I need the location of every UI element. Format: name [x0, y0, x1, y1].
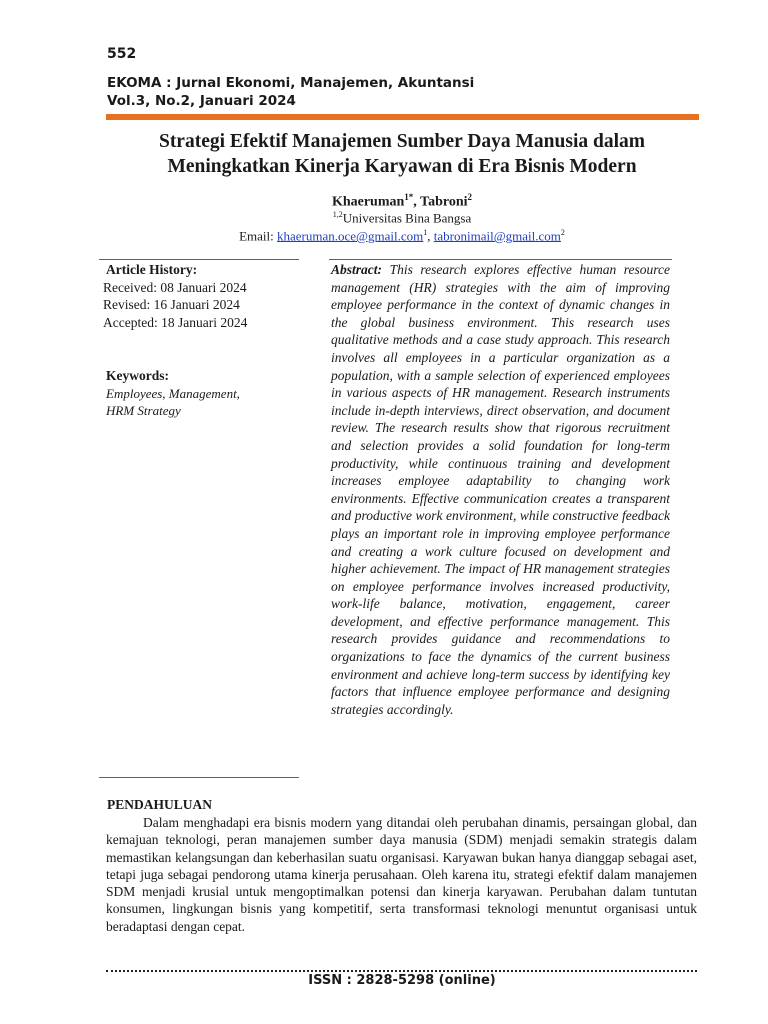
email-link-2[interactable]: tabronimail@gmail.com [433, 228, 561, 244]
affiliation-sup: 1,2 [332, 210, 343, 219]
email-link-1[interactable]: khaeruman.oce@gmail.com [277, 228, 424, 244]
abstract [331, 261, 670, 718]
email-label: Email: [239, 228, 278, 244]
journal-name: EKOMA : Jurnal Ekonomi, Manajemen, Akuntansi [107, 75, 475, 91]
abstract-label: Abstract: [331, 262, 383, 277]
received-date: Received: 08 Januari 2024 [103, 279, 247, 295]
affiliation [100, 210, 704, 226]
revised-date: Revised: 16 Januari 2024 [103, 297, 240, 312]
sidebar-bottom-rule [99, 777, 299, 778]
author-separator: , [413, 194, 421, 210]
keywords-line-1: Employees, Management, [106, 385, 240, 401]
title-line-1: Strategi Efektif Manajemen Sumber Daya Manusia dalam [158, 131, 646, 152]
sidebar-top-rule [99, 259, 299, 260]
author-2: Tabroni [420, 194, 468, 210]
keywords-line-2: HRM Strategy [106, 403, 181, 418]
affiliation-name: Universitas Bina Bangsa [342, 210, 472, 226]
header-rule [106, 114, 699, 120]
keywords-heading: Keywords: [106, 368, 169, 383]
title-line-2: Meningkatkan Kinerja Karyawan di Era Bisnis Modern [167, 156, 637, 177]
author-2-sup: 2 [467, 192, 473, 202]
article-info-sidebar [103, 261, 298, 420]
history-heading: Article History: [106, 262, 198, 277]
email-separator: , [427, 228, 434, 244]
footer-dotted-rule [106, 958, 697, 972]
history-dates [103, 279, 298, 332]
journal-volume: Vol.3, No.2, Januari 2024 [107, 93, 296, 109]
accepted-date: Accepted: 18 Januari 2024 [103, 314, 248, 330]
email-2-sup: 2 [560, 228, 565, 237]
issn-footer: ISSN : 2828-5298 (online) [308, 973, 496, 988]
abstract-top-rule [329, 259, 672, 260]
page-number: 552 [107, 46, 137, 62]
abstract-text: This research explores effective human resource management (HR) strategies with the aim of improving employee performance in the context of dynamic changes in the global business environment. This research uses qualitative methods and a case study approach. This research involves all employees in a particular organization as a population, with a sample selection of experienced employees in various aspects of HR management. Research instruments include in-depth interviews, direct observation, and document review. The research results show that rigorous recruitment and selection provides a solid foundation for long-term productivity, while continuous training and development increases employee adaptability to changing work environments. Effective communication creates a transparent and productive work environment, while constructive feedback plays an important role in improving employee performance and creating a work culture focused on development and higher achievement. The impact of HR management strategies on employee performance involves increased productivity, work-life balance, motivation, engagement, career development, and effective performance management. This research provides guidance and recommendations to organizations to face the dynamics of the current business environment and achieve long-term success by identifying key factors that influence employee performance and designing strategies accordingly. [331, 262, 670, 717]
author-1: Khaeruman [331, 194, 405, 210]
authors [100, 192, 704, 211]
article-title [100, 129, 704, 179]
journal-header [107, 74, 474, 110]
email-1-sup: 1 [423, 228, 428, 237]
email-line [100, 228, 704, 244]
section-heading: PENDAHULUAN [107, 797, 213, 812]
author-1-sup: 1* [404, 192, 414, 202]
introduction-paragraph: Dalam menghadapi era bisnis modern yang ditandai oleh perubahan dinamis, persaingan global, dan kemajuan teknologi, peran manajemen sumber daya manusia (SDM) menjadi semakin strategis dalam memastikan kelangsungan dan keberhasilan suatu organisasi. Karyawan bukan hanya dianggap sebagai aset, tetapi juga sebagai pendorong utama kinerja perusahaan. Oleh karena itu, strategi efektif dalam manajemen SDM menjadi krusial untuk mengoptimalkan potensi dan kinerja karyawan. Perubahan dalam tuntutan konsumen, lingkungan bisnis yang kompetitif, serta transformasi teknologi menuntut organisasi untuk beradaptasi dengan cepat. [106, 815, 697, 934]
